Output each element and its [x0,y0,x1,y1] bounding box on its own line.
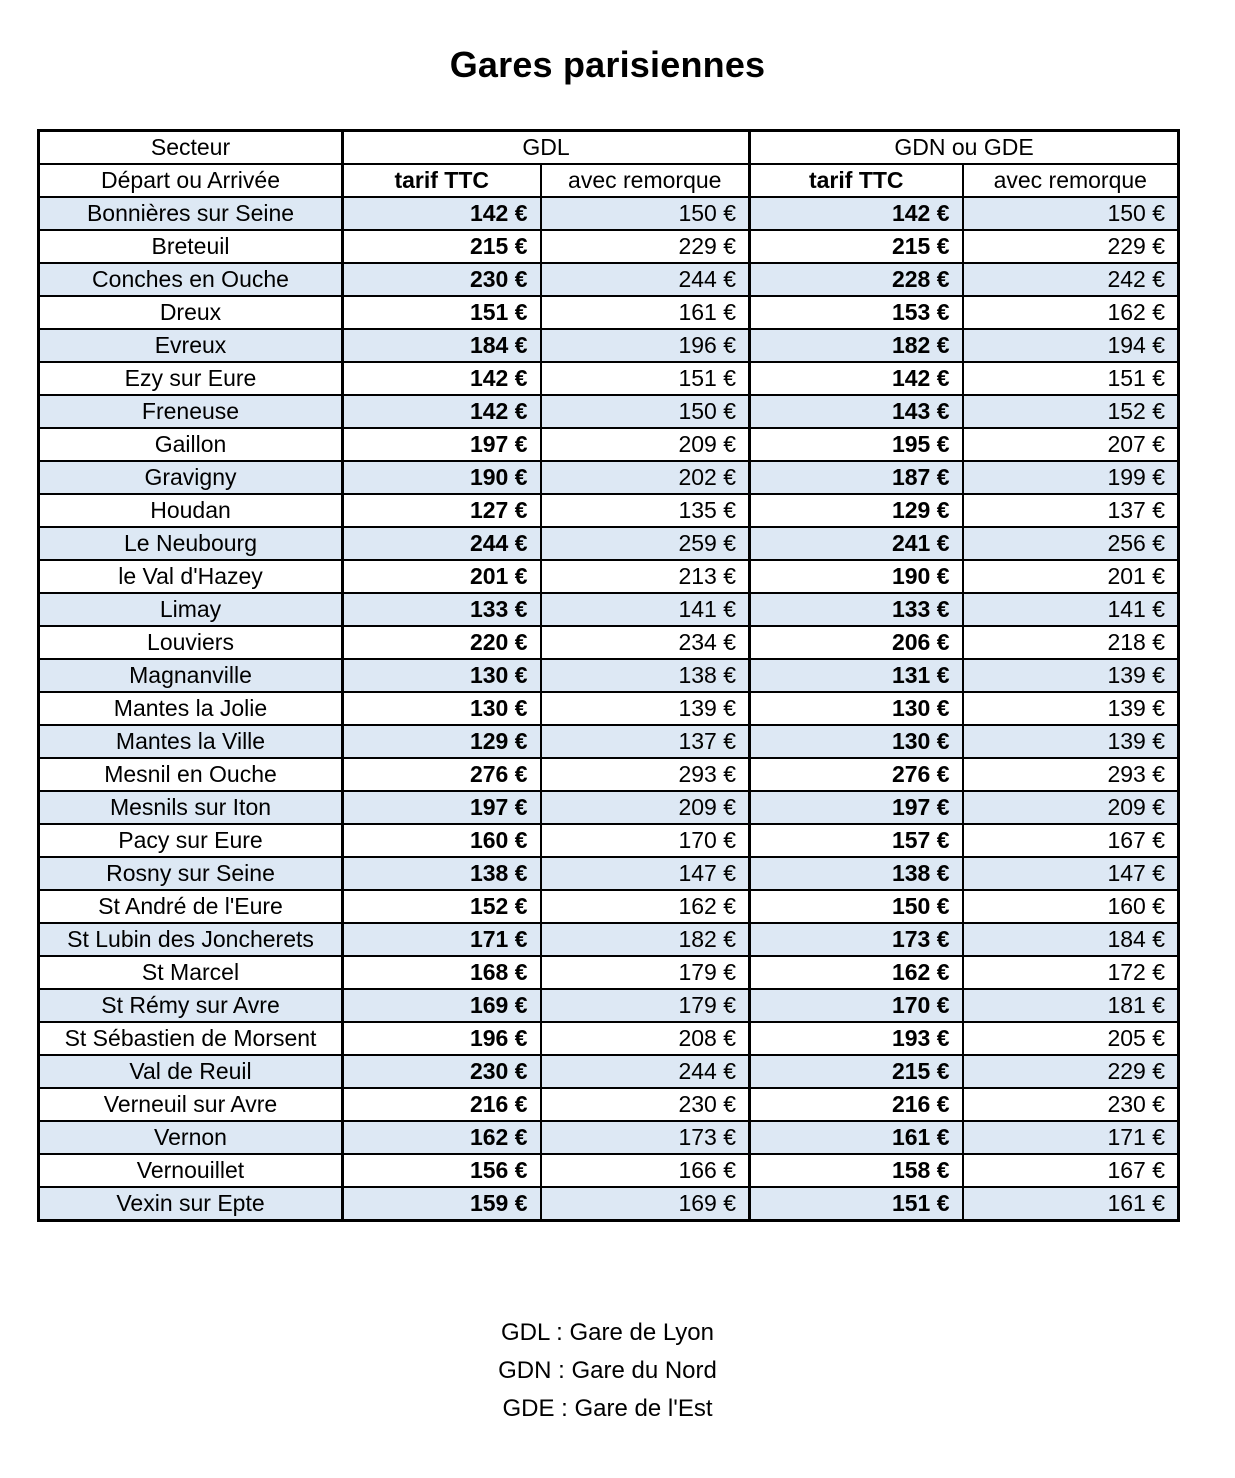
cell-gdn-tarif-ttc: 161 € [750,1121,963,1154]
page-title: Gares parisiennes [449,44,766,85]
cell-gdn-tarif-ttc: 142 € [750,362,963,395]
cell-depart: Pacy sur Eure [39,824,343,857]
cell-gdl-avec-remorque: 150 € [541,395,750,428]
cell-depart: Freneuse [39,395,343,428]
table-row [39,329,1179,362]
cell-gdl-avec-remorque: 162 € [541,890,750,923]
cell-gdl-avec-remorque: 293 € [541,758,750,791]
table-row [39,1088,1179,1121]
cell-gdl-tarif-ttc: 184 € [343,329,541,362]
cell-depart: Conches en Ouche [39,263,343,296]
cell-gdl-tarif-ttc: 130 € [343,692,541,725]
cell-gdn-avec-remorque: 171 € [963,1121,1179,1154]
cell-gdl-tarif-ttc: 201 € [343,560,541,593]
table-row [39,923,1179,956]
cell-gdn-tarif-ttc: 130 € [750,725,963,758]
cell-gdl-avec-remorque: 259 € [541,527,750,560]
cell-depart: St André de l'Eure [39,890,343,923]
cell-gdl-avec-remorque: 147 € [541,857,750,890]
cell-gdn-tarif-ttc: 197 € [750,791,963,824]
cell-depart: Rosny sur Seine [39,857,343,890]
cell-gdn-avec-remorque: 150 € [963,197,1179,230]
cell-depart: Le Neubourg [39,527,343,560]
cell-gdl-avec-remorque: 161 € [541,296,750,329]
header-gdn-gde: GDN ou GDE [750,131,1179,165]
table-row [39,758,1179,791]
cell-gdn-avec-remorque: 161 € [963,1187,1179,1221]
cell-depart: Bonnières sur Seine [39,197,343,230]
cell-gdl-avec-remorque: 229 € [541,230,750,263]
cell-gdn-avec-remorque: 167 € [963,824,1179,857]
cell-gdl-avec-remorque: 170 € [541,824,750,857]
table-row [39,659,1179,692]
cell-gdn-avec-remorque: 194 € [963,329,1179,362]
cell-gdn-tarif-ttc: 173 € [750,923,963,956]
cell-gdn-tarif-ttc: 158 € [750,1154,963,1187]
table-row [39,1022,1179,1055]
cell-depart: Vexin sur Epte [39,1187,343,1221]
cell-depart: Dreux [39,296,343,329]
cell-gdn-avec-remorque: 139 € [963,659,1179,692]
cell-depart: Breteuil [39,230,343,263]
table-body [39,197,1179,1221]
cell-gdl-avec-remorque: 234 € [541,626,750,659]
cell-gdn-avec-remorque: 147 € [963,857,1179,890]
cell-gdn-tarif-ttc: 157 € [750,824,963,857]
legend-gdn: GDN : Gare du Nord [498,1357,717,1384]
cell-gdl-tarif-ttc: 142 € [343,197,541,230]
table-row [39,890,1179,923]
cell-gdl-avec-remorque: 169 € [541,1187,750,1221]
cell-gdl-avec-remorque: 151 € [541,362,750,395]
cell-gdn-tarif-ttc: 276 € [750,758,963,791]
header-gdn-tarif-ttc: tarif TTC [750,164,963,197]
cell-gdn-avec-remorque: 209 € [963,791,1179,824]
cell-gdl-tarif-ttc: 160 € [343,824,541,857]
cell-gdl-tarif-ttc: 127 € [343,494,541,527]
table-row [39,461,1179,494]
cell-gdn-tarif-ttc: 151 € [750,1187,963,1221]
cell-gdn-avec-remorque: 162 € [963,296,1179,329]
table-row [39,791,1179,824]
cell-gdl-tarif-ttc: 142 € [343,395,541,428]
table-row [39,824,1179,857]
cell-depart: le Val d'Hazey [39,560,343,593]
cell-gdn-tarif-ttc: 193 € [750,1022,963,1055]
legend [0,1314,1215,1428]
cell-gdn-tarif-ttc: 215 € [750,230,963,263]
table-row [39,1121,1179,1154]
cell-gdn-avec-remorque: 207 € [963,428,1179,461]
cell-depart: St Sébastien de Morsent [39,1022,343,1055]
cell-depart: Limay [39,593,343,626]
legend-gde: GDE : Gare de l'Est [502,1395,713,1422]
header-depart: Départ ou Arrivée [39,164,343,197]
cell-gdl-avec-remorque: 209 € [541,791,750,824]
cell-gdn-avec-remorque: 141 € [963,593,1179,626]
cell-gdn-avec-remorque: 201 € [963,560,1179,593]
header-secteur: Secteur [39,131,343,165]
cell-depart: Mantes la Jolie [39,692,343,725]
cell-gdl-tarif-ttc: 168 € [343,956,541,989]
cell-gdn-avec-remorque: 229 € [963,1055,1179,1088]
header-gdn-avec-remorque: avec remorque [963,164,1179,197]
cell-gdn-tarif-ttc: 131 € [750,659,963,692]
table-row [39,527,1179,560]
cell-depart: St Lubin des Joncherets [39,923,343,956]
cell-gdn-tarif-ttc: 133 € [750,593,963,626]
cell-gdn-avec-remorque: 139 € [963,692,1179,725]
cell-gdn-avec-remorque: 229 € [963,230,1179,263]
cell-depart: St Rémy sur Avre [39,989,343,1022]
cell-gdl-tarif-ttc: 190 € [343,461,541,494]
header-row-groups [39,131,1179,165]
cell-gdl-tarif-ttc: 156 € [343,1154,541,1187]
cell-gdn-tarif-ttc: 195 € [750,428,963,461]
tariff-table [37,129,1180,1222]
cell-gdl-avec-remorque: 150 € [541,197,750,230]
table-row [39,593,1179,626]
table-row [39,494,1179,527]
cell-gdl-avec-remorque: 230 € [541,1088,750,1121]
cell-gdl-tarif-ttc: 162 € [343,1121,541,1154]
cell-gdn-avec-remorque: 139 € [963,725,1179,758]
cell-gdl-tarif-ttc: 197 € [343,428,541,461]
cell-gdl-tarif-ttc: 159 € [343,1187,541,1221]
cell-gdn-tarif-ttc: 143 € [750,395,963,428]
cell-gdl-avec-remorque: 138 € [541,659,750,692]
cell-gdl-tarif-ttc: 215 € [343,230,541,263]
cell-gdl-avec-remorque: 202 € [541,461,750,494]
cell-gdn-avec-remorque: 218 € [963,626,1179,659]
cell-gdn-tarif-ttc: 130 € [750,692,963,725]
cell-depart: Gravigny [39,461,343,494]
cell-gdn-avec-remorque: 230 € [963,1088,1179,1121]
cell-gdn-tarif-ttc: 190 € [750,560,963,593]
cell-gdl-avec-remorque: 139 € [541,692,750,725]
cell-gdl-avec-remorque: 213 € [541,560,750,593]
cell-gdl-avec-remorque: 173 € [541,1121,750,1154]
cell-depart: Houdan [39,494,343,527]
cell-depart: Vernouillet [39,1154,343,1187]
cell-gdn-avec-remorque: 152 € [963,395,1179,428]
cell-gdl-tarif-ttc: 152 € [343,890,541,923]
cell-gdl-avec-remorque: 137 € [541,725,750,758]
cell-gdl-tarif-ttc: 171 € [343,923,541,956]
cell-gdn-avec-remorque: 151 € [963,362,1179,395]
cell-depart: Vernon [39,1121,343,1154]
header-row-columns [39,164,1179,197]
cell-depart: Louviers [39,626,343,659]
cell-depart: Verneuil sur Avre [39,1088,343,1121]
table-row [39,1154,1179,1187]
cell-gdn-tarif-ttc: 129 € [750,494,963,527]
cell-gdn-tarif-ttc: 187 € [750,461,963,494]
cell-gdn-tarif-ttc: 170 € [750,989,963,1022]
cell-gdn-tarif-ttc: 142 € [750,197,963,230]
cell-depart: Val de Reuil [39,1055,343,1088]
cell-gdn-tarif-ttc: 150 € [750,890,963,923]
table-row [39,230,1179,263]
cell-gdn-avec-remorque: 172 € [963,956,1179,989]
cell-gdl-avec-remorque: 135 € [541,494,750,527]
cell-gdl-tarif-ttc: 197 € [343,791,541,824]
cell-gdn-tarif-ttc: 138 € [750,857,963,890]
cell-depart: Ezy sur Eure [39,362,343,395]
cell-depart: Magnanville [39,659,343,692]
cell-gdn-avec-remorque: 256 € [963,527,1179,560]
table-row [39,296,1179,329]
cell-gdl-tarif-ttc: 220 € [343,626,541,659]
cell-gdn-avec-remorque: 242 € [963,263,1179,296]
cell-gdl-tarif-ttc: 196 € [343,1022,541,1055]
cell-gdl-avec-remorque: 196 € [541,329,750,362]
cell-gdl-avec-remorque: 182 € [541,923,750,956]
cell-gdl-tarif-ttc: 138 € [343,857,541,890]
cell-depart: Mantes la Ville [39,725,343,758]
cell-gdn-avec-remorque: 205 € [963,1022,1179,1055]
cell-gdl-tarif-ttc: 216 € [343,1088,541,1121]
legend-gdl: GDL : Gare de Lyon [501,1319,714,1346]
cell-gdn-tarif-ttc: 206 € [750,626,963,659]
cell-gdn-avec-remorque: 184 € [963,923,1179,956]
cell-gdn-tarif-ttc: 215 € [750,1055,963,1088]
cell-gdn-tarif-ttc: 153 € [750,296,963,329]
table-row [39,197,1179,230]
table-row [39,395,1179,428]
table-row [39,362,1179,395]
cell-gdl-avec-remorque: 166 € [541,1154,750,1187]
cell-depart: Gaillon [39,428,343,461]
cell-gdn-avec-remorque: 181 € [963,989,1179,1022]
cell-gdn-tarif-ttc: 228 € [750,263,963,296]
cell-gdl-tarif-ttc: 230 € [343,263,541,296]
table-row [39,725,1179,758]
table-row [39,263,1179,296]
cell-gdl-tarif-ttc: 129 € [343,725,541,758]
cell-gdl-avec-remorque: 244 € [541,263,750,296]
table-row [39,692,1179,725]
cell-gdl-avec-remorque: 208 € [541,1022,750,1055]
table-row [39,956,1179,989]
table-row [39,989,1179,1022]
table-row [39,1055,1179,1088]
cell-gdn-avec-remorque: 293 € [963,758,1179,791]
cell-gdl-avec-remorque: 209 € [541,428,750,461]
header-gdl-tarif-ttc: tarif TTC [343,164,541,197]
header-gdl-avec-remorque: avec remorque [541,164,750,197]
header-gdl: GDL [343,131,750,165]
cell-depart: St Marcel [39,956,343,989]
cell-gdl-avec-remorque: 244 € [541,1055,750,1088]
table-row [39,1187,1179,1221]
cell-gdl-tarif-ttc: 169 € [343,989,541,1022]
cell-depart: Mesnils sur Iton [39,791,343,824]
cell-depart: Mesnil en Ouche [39,758,343,791]
cell-gdl-tarif-ttc: 151 € [343,296,541,329]
cell-depart: Evreux [39,329,343,362]
cell-gdn-avec-remorque: 167 € [963,1154,1179,1187]
table-row [39,857,1179,890]
cell-gdl-tarif-ttc: 244 € [343,527,541,560]
cell-gdl-avec-remorque: 179 € [541,956,750,989]
cell-gdn-tarif-ttc: 162 € [750,956,963,989]
table-row [39,428,1179,461]
cell-gdl-tarif-ttc: 230 € [343,1055,541,1088]
cell-gdl-tarif-ttc: 142 € [343,362,541,395]
cell-gdl-avec-remorque: 141 € [541,593,750,626]
cell-gdn-tarif-ttc: 216 € [750,1088,963,1121]
cell-gdn-avec-remorque: 199 € [963,461,1179,494]
cell-gdl-tarif-ttc: 130 € [343,659,541,692]
cell-gdl-tarif-ttc: 276 € [343,758,541,791]
cell-gdn-avec-remorque: 160 € [963,890,1179,923]
table-row [39,560,1179,593]
cell-gdn-avec-remorque: 137 € [963,494,1179,527]
cell-gdl-tarif-ttc: 133 € [343,593,541,626]
table-row [39,626,1179,659]
cell-gdn-tarif-ttc: 241 € [750,527,963,560]
cell-gdn-tarif-ttc: 182 € [750,329,963,362]
cell-gdl-avec-remorque: 179 € [541,989,750,1022]
